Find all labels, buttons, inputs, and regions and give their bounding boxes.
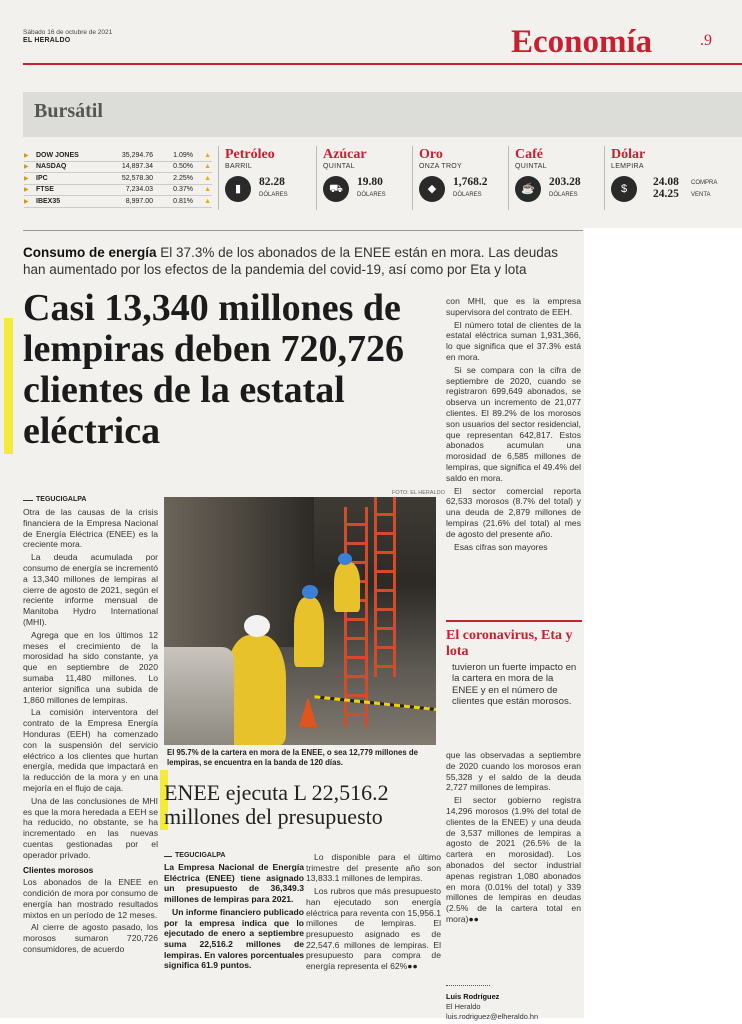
photo-credit: FOTO: EL HERALDO (392, 490, 445, 496)
stock-name: IPC (36, 174, 48, 182)
stock-value: 52,578.30 (121, 174, 153, 182)
commodity-name: Petróleo (225, 147, 275, 162)
paragraph: La comisión interventora del contrato de la Empresa Energía Honduras (EEH) ha comenzado con la suspensión del servicio eléctrico a los clientes que hurtan energía, medida que impactará en la reducción de la mora y en una mejoría en el flujo de caja. (23, 707, 158, 793)
section-title: Economía (511, 24, 653, 60)
money-bag-icon: $ (611, 176, 637, 202)
up-arrow-icon: ▲ (204, 163, 211, 171)
stock-change: 1.09% (173, 151, 193, 159)
page-margin (584, 228, 742, 1024)
stock-value: 8,997.00 (125, 197, 153, 205)
photo-traffic-cone (299, 697, 317, 727)
stock-change: 0.50% (173, 163, 193, 171)
stock-name: DOW JONES (36, 151, 79, 159)
paragraph: Un informe financiero publicado por la empresa indica que lo ejecutado de enero a septiembre suma 22,516.2 millones de lempiras. En valores porcentuales significa 61.9 puntos. (164, 906, 304, 971)
photo-helmet (244, 615, 270, 637)
gold-icon: ◆ (419, 176, 445, 202)
commodity-price: 19.80 (357, 176, 383, 188)
stock-row (24, 150, 212, 162)
signature-rule (446, 985, 490, 987)
up-arrow-icon: ▲ (204, 197, 211, 205)
paragraph: Los abonados de la ENEE en condición de mora por consumo de energía han mostrado resultados mixtos en un período de 12 meses. (23, 877, 158, 920)
commodity-currency: DÓLARES (259, 192, 288, 198)
author-name: Luis Rodríguez (446, 992, 500, 1001)
article-column-4 (446, 296, 581, 554)
commodity-unit: LEMPIRA (611, 163, 644, 170)
paragraph: que las observadas a septiembre de 2020 cuando los morosos eran 55,328 y el saldo de la deuda 2,727 millones de lempiras. (446, 750, 581, 793)
pullquote-text: tuvieron un fuerte impacto en la cartera en mora de la ENEE y en el número de clientes que están morosos. (452, 662, 577, 707)
paragraph: El sector comercial reporta 62,533 morosos (8.7% del total) y una deuda de 2,879 millones de lempiras (21.6% del total) al mes de agosto del presente año. (446, 485, 581, 539)
dolar-sell-price: 24.25 (653, 188, 679, 200)
up-arrow-icon: ▲ (204, 151, 211, 159)
commodity-price: 203.28 (549, 176, 581, 188)
highlighter-mark (4, 318, 13, 454)
photo-helmet (302, 585, 318, 599)
sidebar-byline: TEGUCIGALPA (175, 852, 226, 859)
play-icon: ▶ (24, 187, 29, 194)
commodity-unit: BARRIL (225, 163, 253, 170)
up-arrow-icon: ▲ (204, 174, 211, 182)
photo-ladder (344, 507, 368, 727)
photo-wall (164, 497, 314, 647)
issue-date: Sábado 16 de octubre de 2021 (23, 29, 113, 36)
dolar-buy-label: COMPRA (691, 180, 718, 186)
oil-barrel-icon: ▮ (225, 176, 251, 202)
paragraph: Una de las conclusiones de MHI es que la mora heredada a EEH se ha reducido, no obstante, se ha incrementado en las nuevas cuentas gestionadas por el operador privado. (23, 795, 158, 860)
paragraph: La Empresa Nacional de Energía Eléctrica (ENEE) tiene asignado un presupuesto de 36,349.3 millones de lempiras para 2021. (164, 862, 304, 905)
page-margin-bottom (0, 1018, 742, 1024)
sidebar-headline: ENEE ejecuta L 22,516.2 millones del presupuesto (164, 780, 389, 829)
stock-table (24, 150, 212, 208)
commodity-name: Dólar (611, 147, 646, 162)
paragraph: El número total de clientes de la estatal eléctrica suman 1,931,366, lo que significa que el 37.3% está en mora. (446, 319, 581, 362)
commodity-currency: DÓLARES (357, 192, 386, 198)
author-outlet: El Heraldo (446, 1002, 481, 1011)
photo-helmet (338, 553, 352, 565)
paragraph (306, 886, 441, 972)
bursatil-title: Bursátil (34, 100, 103, 122)
stock-row (24, 162, 212, 174)
pullquote-title: El coronavirus, Eta y lota (446, 628, 573, 659)
kicker-text: El 37.3% de los abonados de la ENEE están en mora. Las deudas han aumentado por los efectos de la pandemia del covid-19, así como por Eta y lota (23, 245, 559, 277)
commodity-name: Café (515, 147, 543, 162)
stock-row (24, 185, 212, 197)
paragraph-text: Los rubros que más presupuesto han ejecutado son energía eléctrica para reventa con 15,956.1 millones de lempiras. El presupuesto asignado es de 22,547.6 millones de lempiras. El presupuesto para compra de energía representa el 62% (306, 886, 441, 972)
photo-truck (164, 647, 234, 745)
commodity-petroleo (218, 146, 316, 210)
commodity-unit: QUINTAL (515, 163, 547, 170)
commodity-oro (412, 146, 508, 210)
paragraph: Esas cifras son mayores (454, 541, 548, 552)
bursatil-banner (23, 92, 742, 137)
stock-name: FTSE (36, 186, 54, 194)
paragraph: Al cierre de agosto pasado, los morosos sumaron 720,726 consumidores, de acuerdo (23, 922, 158, 955)
column-subheading: Clientes morosos (23, 864, 94, 875)
photo-ladder (374, 497, 396, 677)
commodity-azucar (316, 146, 412, 210)
sidebar-column-1 (164, 862, 304, 973)
up-arrow-icon: ▲ (204, 186, 211, 194)
play-icon: ▶ (24, 198, 29, 205)
paragraph: Lo disponible para el último trimestre del presente año son 13,833.1 millones de lempiras. (306, 852, 441, 884)
stock-name: IBEX35 (36, 197, 61, 205)
commodity-cafe (508, 146, 604, 210)
byline-rule (23, 500, 33, 501)
article-photo (164, 497, 436, 745)
paragraph: con MHI, que es la empresa supervisora del contrato de EEH. (446, 296, 581, 317)
commodity-dolar (604, 146, 742, 210)
coffee-icon: ☕ (515, 176, 541, 202)
photo-worker (226, 635, 286, 745)
end-mark: ●● (407, 961, 418, 972)
paragraph: Si se compara con la cifra de septiembre de 2020, cuando se registraron 699,649 abonados, se observa un incremento de 21,077 clientes. El 89.2% de los morosos son usuarios del sector residencial, que representan 642,817. Estos abonados acumulan una morosidad de 6,585 millones de lempiras, que significa el 49.4% del saldo en mora. (446, 364, 581, 483)
commodity-unit: ONZA TROY (419, 163, 463, 170)
author-signature (446, 992, 538, 1022)
pullquote-rule (446, 620, 582, 622)
sidebar-column-2 (306, 852, 441, 974)
photo-worker (334, 562, 360, 612)
stock-change: 2.25% (173, 174, 193, 182)
stock-change: 0.37% (173, 186, 193, 194)
commodity-price: 1,768.2 (453, 176, 488, 188)
section-divider (23, 230, 583, 231)
sugar-icon: ⛟ (323, 176, 349, 202)
commodity-name: Oro (419, 147, 443, 162)
play-icon: ▶ (24, 152, 29, 159)
photo-caption: El 95.7% de la cartera en mora de la ENEE, o sea 12,779 millones de lempiras, se encuentra en la banda de 120 días. (167, 748, 418, 767)
play-icon: ▶ (24, 175, 29, 182)
stock-name: NASDAQ (36, 163, 67, 171)
stock-value: 7,234.03 (125, 186, 153, 194)
paragraph: Otra de las causas de la crisis financiera de la Empresa Nacional de Energía Eléctrica (ENEE) es la creciente mora. (23, 507, 158, 550)
kicker-label: Consumo de energía (23, 245, 157, 260)
paragraph: Agrega que en los últimos 12 meses el crecimiento de la morosidad ha sido constante, ya que en septiembre de 2020 sumaba 11,480 millones. Lo anterior significa una subida de 1,860 millones de lempiras. (23, 629, 158, 705)
newspaper-brand: EL HERALDO (23, 37, 71, 44)
photo-caution-tape (314, 695, 436, 712)
commodity-price: 82.28 (259, 176, 285, 188)
dolar-buy-price: 24.08 (653, 176, 679, 188)
article-byline: TEGUCIGALPA (36, 496, 87, 503)
paragraph-text: El sector gobierno registra 14,296 morosos (1.9% del total de clientes de la ENEE) y una deuda de 3,537 millones de lempiras a agosto de 2021 (26.5% de la cartera en morosidad). Los abonados del sector industrial apenas registran 1,080 abonados en mora (0.01% del total) y 339 millones de lempiras en deudas (2.5% de la cartera total en mora) (446, 795, 581, 924)
article-headline: Casi 13,340 millones de lempiras deben 720,726 clientes de la estatal eléctrica (23, 287, 405, 452)
stock-value: 35,294.76 (121, 151, 153, 159)
author-email: luis.rodriguez@elheraldo.hn (446, 1012, 539, 1021)
play-icon: ▶ (24, 164, 29, 171)
stock-row (24, 196, 212, 208)
end-mark: ●● (468, 913, 479, 924)
commodity-currency: DÓLARES (549, 192, 578, 198)
article-column-4-continued (446, 750, 581, 927)
article-column-1 (23, 507, 158, 957)
commodity-currency: DÓLARES (453, 192, 482, 198)
byline-rule (164, 856, 172, 857)
photo-worker (294, 597, 324, 667)
paragraph: La deuda acumulada por consumo de energía se incrementó a 13,340 millones de lempiras al cierre de agosto de 2021, según el reciente informe mensual de Manitoba Hydro International (MHI). (23, 552, 158, 627)
header-divider (23, 63, 742, 65)
dolar-sell-label: VENTA (691, 192, 711, 198)
article-kicker (23, 244, 583, 278)
stock-change: 0.81% (173, 197, 193, 205)
stock-row (24, 173, 212, 185)
paragraph (446, 795, 581, 925)
commodity-unit: QUINTAL (323, 163, 355, 170)
stock-value: 14,897.34 (121, 163, 153, 171)
page-number: .9 (700, 32, 712, 49)
commodity-name: Azúcar (323, 147, 367, 162)
